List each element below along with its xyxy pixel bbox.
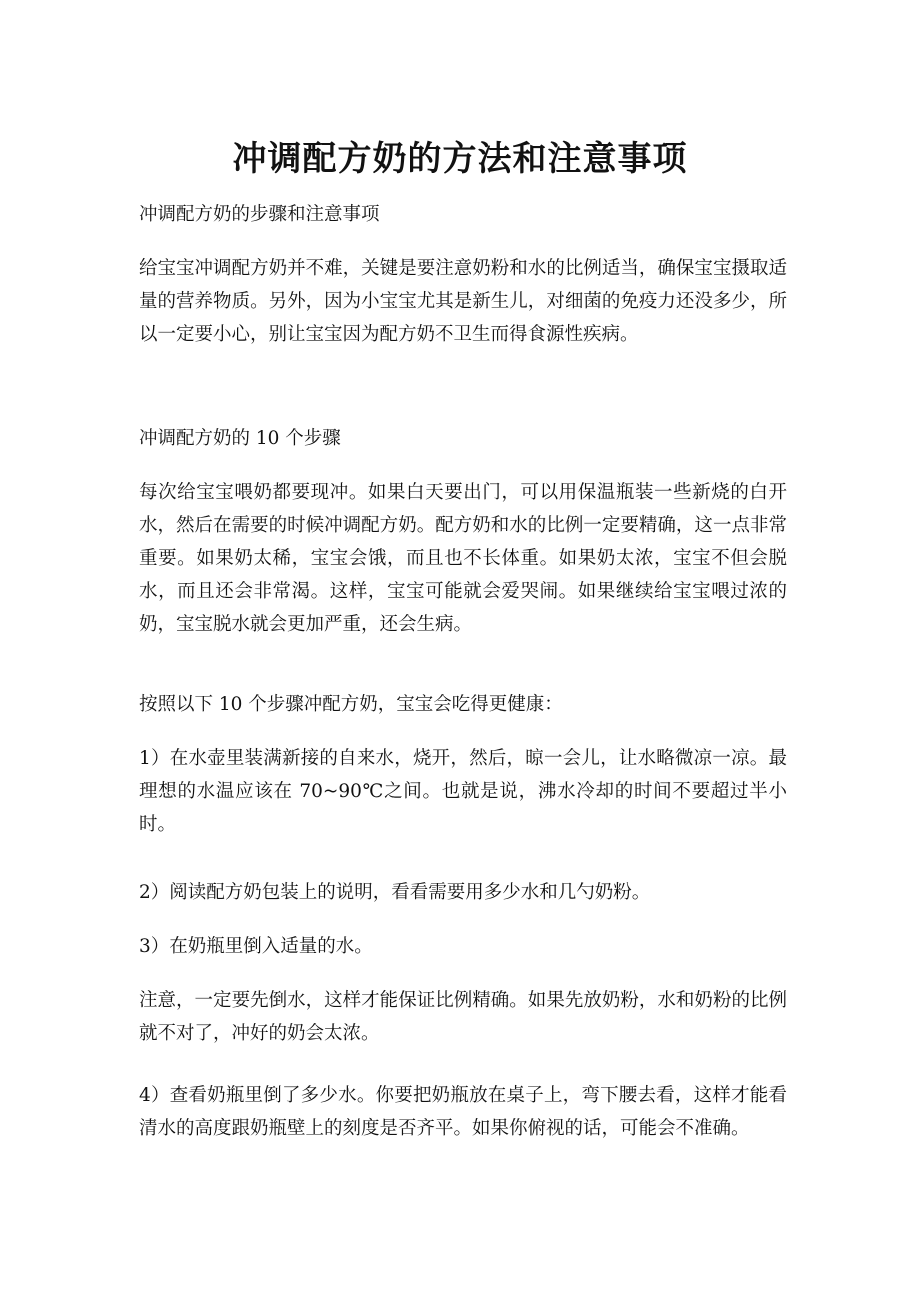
steps-lead-in: 按照以下 10 个步骤冲配方奶，宝宝会吃得更健康： xyxy=(139,694,563,715)
subheading-steps-and-notes: 冲调配方奶的步骤和注意事项 xyxy=(139,204,380,225)
fresh-preparation-paragraph: 每次给宝宝喂奶都要现冲。如果白天要出门，可以用保温瓶装一些新烧的白开水，然后在需要的时候冲调配方奶。配方奶和水的比例一定要精确，这一点非常重要。如果奶太稀，宝宝会饿，而且也不长体重。如果奶太浓，宝宝不但会脱水，而且还会非常渴。这样，宝宝可能就会爱哭闹。如果继续给宝宝喂过浓的奶，宝宝脱水就会更加严重，还会生病。 xyxy=(139,482,787,635)
step-2: 2）阅读配方奶包装上的说明，看看需要用多少水和几勺奶粉。 xyxy=(139,882,651,903)
intro-paragraph: 给宝宝冲调配方奶并不难，关键是要注意奶粉和水的比例适当，确保宝宝摄取适量的营养物质。另外，因为小宝宝尤其是新生儿，对细菌的免疫力还没多少，所以一定要小心，别让宝宝因为配方奶不卫生而得食源性疾病。 xyxy=(139,258,787,345)
step-1: 1）在水壶里装满新接的自来水，烧开，然后，晾一会儿，让水略微凉一凉。最理想的水温应该在 70~90℃之间。也就是说，沸水冷却的时间不要超过半小时。 xyxy=(139,748,787,835)
step-3-note: 注意，一定要先倒水，这样才能保证比例精确。如果先放奶粉，水和奶粉的比例就不对了，冲好的奶会太浓。 xyxy=(139,990,787,1044)
step-3: 3）在奶瓶里倒入适量的水。 xyxy=(139,936,373,957)
document-title: 冲调配方奶的方法和注意事项 xyxy=(232,138,688,179)
step-4: 4）查看奶瓶里倒了多少水。你要把奶瓶放在桌子上，弯下腰去看，这样才能看清水的高度跟奶瓶壁上的刻度是否齐平。如果你俯视的话，可能会不准确。 xyxy=(139,1085,787,1139)
subheading-ten-steps: 冲调配方奶的 10 个步骤 xyxy=(139,428,341,449)
